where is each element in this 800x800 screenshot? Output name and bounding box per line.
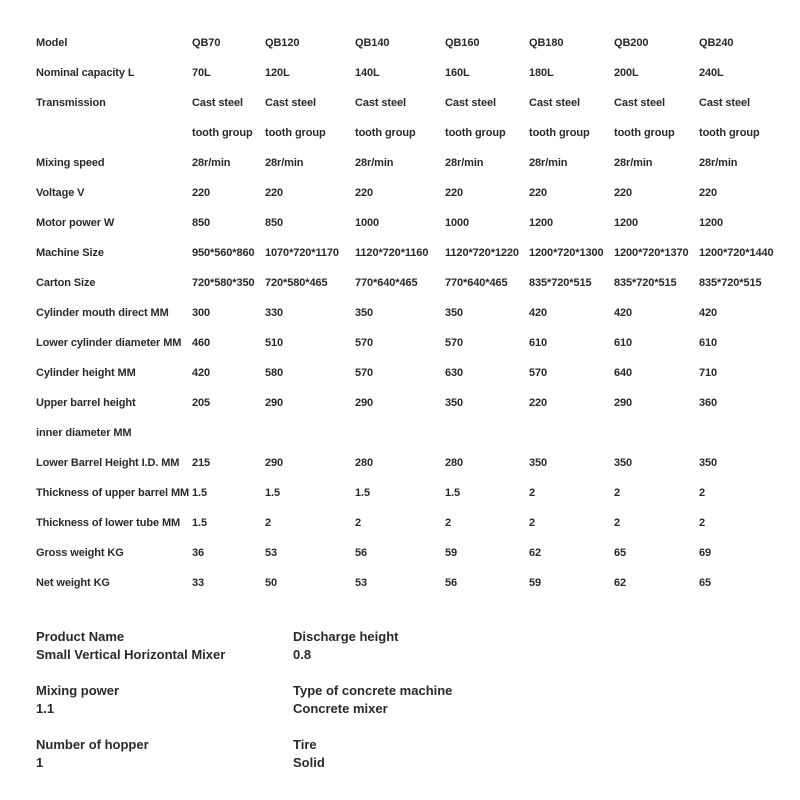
table-cell: 950*560*860	[192, 247, 255, 259]
table-cell: 610	[614, 337, 633, 349]
table-cell: 220	[192, 187, 211, 199]
row-label-cell: Lower Barrel Height I.D. MM	[36, 457, 180, 469]
table-cell: 1.5	[445, 487, 460, 499]
table-row	[0, 268, 800, 298]
table-cell: 850	[192, 217, 211, 229]
table-row	[0, 568, 800, 598]
table-cell: 570	[445, 337, 464, 349]
table-cell: 65	[699, 577, 712, 589]
table-cell: 200L	[614, 67, 639, 79]
table-cell: tooth group	[529, 127, 590, 139]
table-row	[0, 418, 800, 448]
table-cell: 56	[355, 547, 368, 559]
table-cell: 570	[355, 367, 374, 379]
table-cell: Cast steel	[445, 97, 496, 109]
detail-value: 1.1	[36, 701, 55, 716]
table-cell: 580	[265, 367, 284, 379]
table-cell: 290	[355, 397, 374, 409]
table-cell: 215	[192, 457, 211, 469]
table-cell: 59	[529, 577, 542, 589]
table-cell: 1.5	[355, 487, 370, 499]
row-label-cell: Carton Size	[36, 277, 96, 289]
table-cell: tooth group	[445, 127, 506, 139]
row-label-cell: Machine Size	[36, 247, 104, 259]
table-body	[0, 58, 800, 598]
table-cell: 53	[355, 577, 368, 589]
row-label-cell: Lower cylinder diameter MM	[36, 337, 182, 349]
table-cell: 205	[192, 397, 211, 409]
table-cell: 120L	[265, 67, 290, 79]
table-cell: 290	[614, 397, 633, 409]
table-cell: 570	[355, 337, 374, 349]
table-cell: 835*720*515	[614, 277, 677, 289]
table-cell: 28r/min	[699, 157, 738, 169]
table-cell: 180L	[529, 67, 554, 79]
detail-mixing-power	[36, 682, 276, 718]
table-cell: 1.5	[192, 517, 207, 529]
header-cell: QB180	[529, 37, 564, 49]
detail-label: Number of hopper	[36, 737, 149, 752]
table-cell: 1200	[614, 217, 639, 229]
header-cell: QB200	[614, 37, 649, 49]
table-cell: 33	[192, 577, 205, 589]
detail-value: 1	[36, 755, 44, 770]
header-cell-model: Model	[36, 37, 68, 49]
table-cell: 2	[355, 517, 362, 529]
spec-table	[0, 28, 800, 598]
table-cell: 28r/min	[355, 157, 394, 169]
table-cell: 710	[699, 367, 718, 379]
table-cell: 770*640*465	[355, 277, 418, 289]
table-cell: 65	[614, 547, 627, 559]
table-cell: Cast steel	[265, 97, 316, 109]
table-cell: 350	[699, 457, 718, 469]
table-cell: 1000	[355, 217, 380, 229]
table-cell: 290	[265, 397, 284, 409]
table-cell: 460	[192, 337, 211, 349]
table-row	[0, 178, 800, 208]
table-cell: 835*720*515	[699, 277, 762, 289]
table-cell: Cast steel	[614, 97, 665, 109]
table-cell: 28r/min	[192, 157, 231, 169]
table-cell: 56	[445, 577, 458, 589]
table-cell: tooth group	[265, 127, 326, 139]
table-cell: 1120*720*1220	[445, 247, 519, 259]
table-cell: 220	[699, 187, 718, 199]
detail-label: Product Name	[36, 629, 125, 644]
row-label-cell: Net weight KG	[36, 577, 110, 589]
detail-label: Type of concrete machine	[293, 683, 453, 698]
table-cell: 280	[355, 457, 374, 469]
table-cell: 220	[529, 397, 548, 409]
table-cell: 69	[699, 547, 712, 559]
table-cell: 220	[614, 187, 633, 199]
table-cell: 2	[529, 517, 536, 529]
detail-value: Small Vertical Horizontal Mixer	[36, 647, 226, 662]
table-row	[0, 538, 800, 568]
table-cell: 2	[614, 487, 621, 499]
table-cell: 62	[529, 547, 542, 559]
detail-value: Solid	[293, 755, 325, 770]
table-cell: Cast steel	[192, 97, 243, 109]
detail-label: Discharge height	[293, 629, 399, 644]
table-cell: Cast steel	[355, 97, 406, 109]
table-cell: 2	[265, 517, 272, 529]
header-cell: QB120	[265, 37, 300, 49]
table-cell: 350	[445, 397, 464, 409]
table-cell: 610	[529, 337, 548, 349]
table-cell: 720*580*465	[265, 277, 328, 289]
row-label-cell: Upper barrel height	[36, 397, 136, 409]
table-cell: 1200	[699, 217, 724, 229]
row-label-cell: inner diameter MM	[36, 427, 132, 439]
table-cell: 220	[355, 187, 374, 199]
row-label-cell: Motor power W	[36, 217, 115, 229]
table-row	[0, 88, 800, 118]
table-cell: 630	[445, 367, 464, 379]
table-cell: Cast steel	[699, 97, 750, 109]
table-cell: 420	[529, 307, 548, 319]
detail-label: Mixing power	[36, 683, 120, 698]
table-cell: 420	[699, 307, 718, 319]
table-cell: 1.5	[265, 487, 280, 499]
table-cell: 330	[265, 307, 284, 319]
table-cell: 835*720*515	[529, 277, 592, 289]
table-cell: 1.5	[192, 487, 207, 499]
table-cell: 1000	[445, 217, 470, 229]
table-cell: 1070*720*1170	[265, 247, 339, 259]
table-cell: 2	[445, 517, 452, 529]
row-label-cell: Transmission	[36, 97, 106, 109]
table-cell: 220	[265, 187, 284, 199]
detail-label: Tire	[293, 737, 317, 752]
row-label-cell: Voltage V	[36, 187, 85, 199]
table-cell: 160L	[445, 67, 470, 79]
table-row	[0, 508, 800, 538]
header-cell: QB160	[445, 37, 480, 49]
table-cell: 28r/min	[445, 157, 484, 169]
row-label-cell: Thickness of upper barrel MM	[36, 487, 190, 499]
table-row	[0, 238, 800, 268]
table-row	[0, 328, 800, 358]
table-cell: 53	[265, 547, 278, 559]
header-cell: QB240	[699, 37, 734, 49]
table-cell: 28r/min	[265, 157, 304, 169]
table-cell: 220	[529, 187, 548, 199]
detail-value: 0.8	[293, 647, 312, 662]
table-cell: 350	[355, 307, 374, 319]
table-cell: 2	[699, 517, 706, 529]
table-row	[0, 448, 800, 478]
table-cell: tooth group	[699, 127, 760, 139]
table-cell: 850	[265, 217, 284, 229]
table-cell: 50	[265, 577, 278, 589]
table-cell: 2	[529, 487, 536, 499]
table-cell: 280	[445, 457, 464, 469]
table-cell: 770*640*465	[445, 277, 508, 289]
table-cell: 59	[445, 547, 458, 559]
table-row	[0, 58, 800, 88]
table-cell: Cast steel	[529, 97, 580, 109]
row-label-cell: Gross weight KG	[36, 547, 124, 559]
row-label-cell: Nominal capacity L	[36, 67, 135, 79]
row-label-cell: Cylinder height MM	[36, 367, 136, 379]
table-cell: tooth group	[192, 127, 253, 139]
detail-discharge-height	[293, 628, 533, 664]
table-cell: 28r/min	[614, 157, 653, 169]
header-cell: QB140	[355, 37, 390, 49]
table-cell: 640	[614, 367, 633, 379]
table-cell: 360	[699, 397, 718, 409]
header-cell: QB70	[192, 37, 221, 49]
table-cell: 36	[192, 547, 205, 559]
table-cell: 720*580*350	[192, 277, 255, 289]
table-cell: 2	[614, 517, 621, 529]
table-cell: tooth group	[355, 127, 416, 139]
table-cell: 420	[192, 367, 211, 379]
table-cell: 420	[614, 307, 633, 319]
table-cell: 1200*720*1300	[529, 247, 604, 259]
row-label-cell: Thickness of lower tube MM	[36, 517, 181, 529]
table-cell: 570	[529, 367, 548, 379]
table-cell: 2	[699, 487, 706, 499]
table-cell: 70L	[192, 67, 211, 79]
table-cell: 510	[265, 337, 284, 349]
detail-product-name	[36, 628, 276, 664]
row-label-cell: Mixing speed	[36, 157, 105, 169]
detail-hopper-count	[36, 736, 276, 772]
table-cell: 62	[614, 577, 627, 589]
table-cell: 220	[445, 187, 464, 199]
table-cell: 1200*720*1440	[699, 247, 774, 259]
table-cell: tooth group	[614, 127, 675, 139]
table-header-row	[0, 28, 800, 58]
table-cell: 350	[529, 457, 548, 469]
table-cell: 350	[445, 307, 464, 319]
table-row	[0, 208, 800, 238]
table-cell: 610	[699, 337, 718, 349]
table-cell: 290	[265, 457, 284, 469]
detail-tire	[293, 736, 533, 772]
table-cell: 1200*720*1370	[614, 247, 689, 259]
table-row	[0, 118, 800, 148]
table-cell: 350	[614, 457, 633, 469]
table-row	[0, 298, 800, 328]
table-cell: 300	[192, 307, 211, 319]
row-label-cell: Cylinder mouth direct MM	[36, 307, 169, 319]
table-cell: 28r/min	[529, 157, 568, 169]
table-cell: 240L	[699, 67, 724, 79]
detail-machine-type	[293, 682, 533, 718]
table-cell: 1120*720*1160	[355, 247, 429, 259]
detail-value: Concrete mixer	[293, 701, 388, 716]
table-row	[0, 358, 800, 388]
table-row	[0, 148, 800, 178]
table-row	[0, 388, 800, 418]
table-row	[0, 478, 800, 508]
table-cell: 1200	[529, 217, 554, 229]
table-cell: 140L	[355, 67, 380, 79]
